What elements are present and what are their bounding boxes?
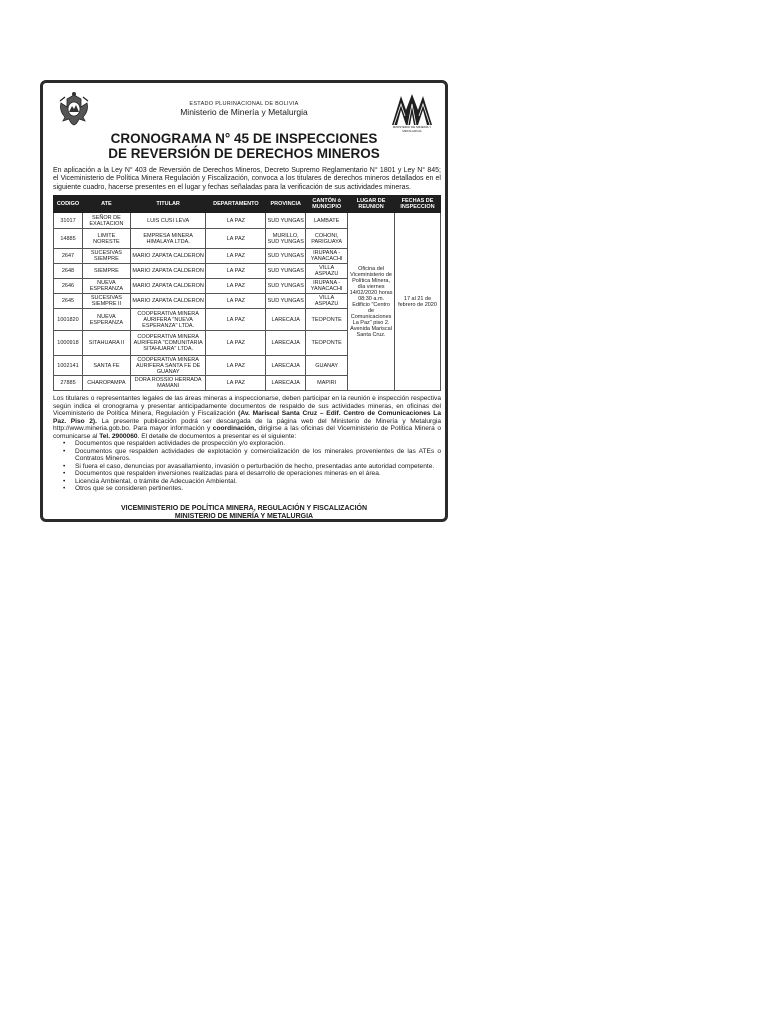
department-cell: LA PAZ [206,213,266,229]
municipality-cell: TEOPONTE [306,309,348,331]
department-cell: LA PAZ [206,249,266,264]
ate-cell: SITAHUARA II [82,331,130,356]
province-cell: SUD YUNGAS [266,264,306,279]
municipality-cell: COHONI, PARIGUAYA [306,229,348,249]
department-cell: LA PAZ [206,356,266,376]
list-item [63,470,441,478]
ate-cell: SUCESIVAS SIEMPRE [82,249,130,264]
code-cell: 14885 [54,229,83,249]
mountains-logo-icon [391,89,433,129]
code-cell: 27885 [54,376,83,391]
department-cell: LA PAZ [206,331,266,356]
bullet-icon: • [63,462,66,470]
province-cell: SUD YUNGAS [266,249,306,264]
header-cell: ATE [82,196,130,213]
title-line-1: CRONOGRAMA N° 45 DE INSPECCIONES [110,131,378,146]
ate-cell: SEÑOR DE EXALTACION [82,213,130,229]
bullet-icon: • [63,470,66,477]
municipality-cell: LAMBATE [306,213,348,229]
holder-cell: COOPERATIVA MINERA AURIFERA SANTA FE DE GUANAY [130,356,206,376]
header-cell: PROVINCIA [266,196,306,213]
instructions-block [53,395,441,493]
bullet-icon: • [63,447,66,455]
signature-line-2: MINISTERIO DE MINERÍA Y METALURGIA [174,513,314,520]
publication-notice [40,80,448,522]
bullet-icon: • [63,485,66,492]
code-cell: 1001820 [54,309,83,331]
holder-cell: DORA ROSSIO HERRADA MAMANI [130,376,206,391]
header-cell: FECHAS DE INSPECCION [395,196,441,213]
list-item [63,485,441,493]
coordination-text: coordinación, [212,425,257,432]
office-address: (Av. Mariscal Santa Cruz – Edif. Centro de Comunicaciones La Paz. Piso 2). [53,410,441,425]
municipality-cell: VILLA ASPIAZU [306,264,348,279]
code-cell: 2645 [54,294,83,309]
signature-block [43,505,445,521]
ate-cell: LIMITE NORESTE [82,229,130,249]
header-cell: LUGAR DE REUNION [348,196,395,213]
list-item-text: Documentos que respalden inversiones realizadas para el desarrollo de operaciones mineras en el área. [75,470,381,477]
municipality-cell: GUANAY [306,356,348,376]
department-cell: LA PAZ [206,376,266,391]
meeting-place-cell: Oficina del Viceministerio de Política Minera, día viernes 14/02/2020 horas 08:30 a.m. Edificio "Centro de Comunicaciones La Paz" piso 2. Avenida Mariscal Santa Cruz. [348,213,395,391]
code-cell: 2646 [54,279,83,294]
logo-caption: MINISTERIO DE MINERÍA Y METALURGIA [392,125,432,133]
province-cell: SUD YUNGAS [266,279,306,294]
department-cell: LA PAZ [206,309,266,331]
ministry-name: Ministerio de Minería y Metalurgia [180,107,308,117]
instructions-text: La presente publicación podrá ser descargada de la página web del Ministerio de Minería y Metalurgia http://www.mineria.gob.bo. Para mayor información y [53,417,441,432]
list-item [63,447,441,463]
province-cell: LARECAJA [266,376,306,391]
phone-number: Tel. 2900060 [99,432,138,440]
province-cell: LARECAJA [266,331,306,356]
province-cell: SUD YUNGAS [266,294,306,309]
ate-cell: NUEVA ESPERANZA [82,279,130,294]
province-cell: LARECAJA [266,356,306,376]
header-cell: CODIGO [54,196,83,213]
list-item-text: Licencia Ambiental, o trámite de Adecuación Ambiental. [75,477,238,485]
province-cell: MURILLO, SUD YUNGAS [266,229,306,249]
holder-cell: MARIO ZAPATA CALDERON [130,264,206,279]
department-cell: LA PAZ [206,279,266,294]
province-cell: LARECAJA [266,309,306,331]
province-cell: SUD YUNGAS [266,213,306,229]
municipality-cell: TEOPONTE [306,331,348,356]
department-cell: LA PAZ [206,229,266,249]
inspection-dates-cell: 17 al 21 de febrero de 2020 [395,213,441,391]
department-cell: LA PAZ [206,264,266,279]
holder-cell: MARIO ZAPATA CALDERON [130,294,206,309]
bullet-icon: • [63,477,66,485]
header-cell: TITULAR [130,196,206,213]
notice-header [43,83,445,131]
instructions-text: dirigirse a las oficinas del Viceministerio de Política Minera o comunicarse al [53,425,441,440]
ate-cell: SANTA FE [82,356,130,376]
municipality-cell: IRUPANA - YANACACHI [306,279,348,294]
list-item-text: Documentos que respalden actividades de explotación y comercialización de los minerales provenientes de las ATEs o Contratos Mineros. [75,447,441,462]
municipality-cell: MAPIRI [306,376,348,391]
holder-cell: EMPRESA MINERA HIMALAYA LTDA. [130,229,206,249]
list-item-text: Otros que se consideren pertinentes. [75,485,184,492]
page-title [43,131,445,161]
code-cell: 2647 [54,249,83,264]
list-item [63,477,441,486]
header-cell: CANTÓN ó MUNICIPIO [306,196,348,213]
list-item-text: Si fuera el caso, denuncias por avasallamiento, invasión o perturbación de hecho, presentadas ante autoridad competente. [75,462,435,470]
list-item [63,440,441,448]
ate-cell: NUEVA ESPERANZA [82,309,130,331]
bullet-icon: • [63,440,66,447]
table-header-row [54,196,441,213]
instructions-text: Los titulares o representantes legales de las áreas mineras a inspeccionarse, deben participar en la reunión e inspección respectiva según indica el cronograma y presentar anticipadamente documentos de respaldo de sus actividades mineras, en oficinas del Viceministerio de Política Minera, Regulación y Fiscalización [53,395,441,417]
intro-paragraph: En aplicación a la Ley N° 403 de Reversión de Derechos Mineros, Decreto Supremo Reglamentario N° 1801 y Ley N° 845; el Viceministerio de Política Minera Regulación y Fiscalización, convoca a los titulares de derechos mineros detallados en el siguiente cuadro, hacerse presentes en el lugar y fechas señaladas para la verificación de sus actividades mineras. [53,167,441,191]
code-cell: 1002141 [54,356,83,376]
documents-list [53,440,441,493]
instructions-paragraph [53,395,441,440]
ate-cell: SIEMPRE [82,264,130,279]
list-item-text: Documentos que respalden actividades de prospección y/o exploración. [75,440,286,447]
title-line-2: DE REVERSIÓN DE DERECHOS MINEROS [108,146,380,161]
code-cell: 1000918 [54,331,83,356]
holder-cell: COOPERATIVA MINERA AURIFERA "NUEVA ESPERANZA" LTDA. [130,309,206,331]
signature-line-1: VICEMINISTERIO DE POLÍTICA MINERA, REGULACIÓN Y FISCALIZACIÓN [120,505,368,512]
table-row [54,213,441,229]
holder-cell: COOPERATIVA MINERA AURIFERA "COMUNITARIA SITAHUARA" LTDA. [130,331,206,356]
ate-cell: CHAROPAMPA [82,376,130,391]
holder-cell: MARIO ZAPATA CALDERON [130,279,206,294]
ate-cell: SUCESIVAS SIEMPRE II [82,294,130,309]
department-cell: LA PAZ [206,294,266,309]
header-cell: DEPARTAMENTO [206,196,266,213]
holder-cell: MARIO ZAPATA CALDERON [130,249,206,264]
holder-cell: LUIS CUSI LEVA [130,213,206,229]
municipality-cell: VILLA ASPIAZU [306,294,348,309]
code-cell: 2648 [54,264,83,279]
municipality-cell: IRUPANA - YANACACHI [306,249,348,264]
state-name: ESTADO PLURINACIONAL DE BOLIVIA [189,101,299,107]
inspection-schedule-table [53,195,441,391]
instructions-text: . El detalle de documentos a presentar es el siguiente: [137,432,297,440]
list-item [63,462,441,471]
code-cell: 31017 [54,213,83,229]
